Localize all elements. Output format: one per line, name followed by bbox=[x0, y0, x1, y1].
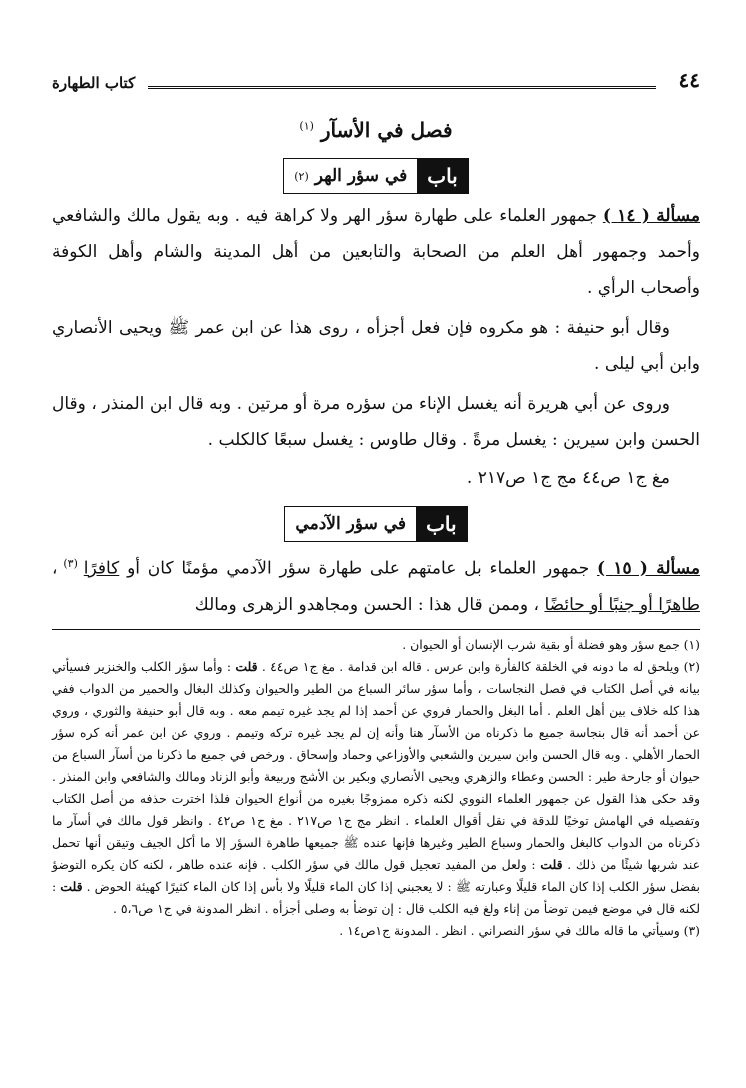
chapter-heading-2 bbox=[52, 506, 700, 542]
chapter-heading-1 bbox=[52, 158, 700, 194]
chapter-title: في سؤر الهر bbox=[314, 166, 408, 186]
page bbox=[52, 62, 700, 942]
book-title: كتاب الطهارة bbox=[52, 74, 136, 92]
qult-label: قلت bbox=[235, 658, 258, 674]
chapter-title-wrap bbox=[284, 159, 417, 193]
section-heading bbox=[52, 118, 700, 148]
masala-label: مسألة ( ١٥ ) bbox=[596, 558, 700, 579]
masala-text: جمهور العلماء بل عامتهم على طهارة سؤر الآدمي مؤمنًا كان أو bbox=[119, 558, 597, 579]
masala-15 bbox=[52, 546, 700, 623]
footnotes bbox=[52, 634, 700, 942]
qult-label: قلت bbox=[60, 878, 83, 894]
reference-line: مغ ج١ ص٤٤ مج ج١ ص٢١٧ . bbox=[466, 468, 670, 488]
footnote-ref: (٣) bbox=[57, 557, 84, 570]
qult-label: قلت bbox=[540, 856, 563, 872]
masala-text: ، bbox=[52, 558, 58, 579]
footnote-text: (٢) ويلحق له ما دونه في الخلقة كالفأرة وابن عرس . قاله ابن قدامة . مغ ج١ ص٤٤ . bbox=[257, 658, 700, 674]
masala-text: جمهور العلماء على طهارة سؤر الهر ولا كراهة فيه . وبه يقول مالك والشافعي وأحمد وجمهور أهل العلم من الصحابة والتابعين من أهل المدينة والشام وأهل الكوفة وأصحاب الرأي . bbox=[52, 206, 700, 298]
running-header bbox=[52, 62, 700, 96]
chapter-box bbox=[283, 158, 469, 194]
chapter-footnote-ref: (٢) bbox=[294, 169, 309, 183]
underlined-phrase: طاهرًا أو جنبًا أو حائضًا bbox=[544, 594, 700, 615]
chapter-title-wrap bbox=[285, 507, 416, 541]
chapter-title: في سؤر الآدمي bbox=[295, 514, 407, 534]
masala-label: مسألة ( ١٤ ) bbox=[602, 206, 700, 226]
footnote-1: (١) جمع سؤر وهو فضلة أو بقية شرب الإنسان أو الحيوان . bbox=[402, 636, 700, 652]
paragraph-abu-hurayra: وروى عن أبي هريرة أنه يغسل الإناء من سؤره مرة أو مرتين . وبه قال ابن المنذر ، وقال الحسن وابن سيرين : يغسل مرةً . وقال طاوس : يغسل سبعًا كالكلب . bbox=[52, 394, 700, 450]
section-footnote-ref: (١) bbox=[299, 119, 314, 133]
section-title: فصل في الأسآر bbox=[320, 118, 453, 142]
chapter-label: باب bbox=[416, 507, 467, 541]
footnote-3: (٣) وسيأتي ما قاله مالك في سؤر النصراني . انظر . المدونة ج١ص١٤ . bbox=[339, 922, 700, 938]
footnote-text: : لكنه قال في موضع فيمن توضأ من إناء ولغ فيه الكلب قال : إن توضأ به وصلى أجزأه . انظر المدونة في ج١ ص٥،٦ . bbox=[52, 878, 700, 916]
footnote-2 bbox=[52, 656, 700, 920]
masala-14 bbox=[52, 198, 700, 306]
paragraph-abu-hanifa: وقال أبو حنيفة : هو مكروه فإن فعل أجزأه ، روى هذا عن ابن عمر ﷺ ويحيى الأنصاري وابن أبي ليلى . bbox=[52, 318, 700, 374]
chapter-box bbox=[284, 506, 467, 542]
page-number: ٤٤ bbox=[678, 68, 700, 92]
masala-text: ، وممن قال هذا : الحسن ومجاهدو الزهرى ومالك bbox=[194, 594, 545, 615]
underlined-word: كافرًا bbox=[83, 558, 120, 579]
footnote-text: : ولعل من المفيد تعجيل قول مالك في سؤر الكلب . فإنه عنده طاهر ، لكنه كان يكره التوضؤ بفضل سؤر الكلب إذا كان الماء قليلًا وعبارته ﷺ : لا يعجبني إذا كان الماء قليلًا ولا بأس إذا كان الماء كثيرًا كهيئة الحوض . bbox=[52, 856, 700, 894]
chapter-label: باب bbox=[417, 159, 468, 193]
footnote-text: : وأما سؤر الكلب والخنزير فسيأتي بيانه في أصل الكتاب في فصل النجاسات ، وأما سؤر سائر السباع من الطير والحيوان وكذلك البغال والحمير من الدواب ففي هذا كله خلاف بين أهل العلم . أما البغل والحمار فروي عن أحمد إذا لم يجد غيره تيمم معه . وبه قال أبو حنيفة والثوري ، وروي عن أحمد أنه قال بنجاسة جميع ما ذكرناه من الأسآر هنا وأنه إن لم يجد غيره تركه وتيمم . وروي عن ابن عمر أنه كره سؤر الحمار الأهلي . وبه قال الحسن وابن سيرين والشعبي والأوزاعي وحماد وإسحاق . ورخص في جميع ما ذكرنا من أسآر السباع من حيوان أو جارحة طير : الحسن وعطاء والزهري ويحيى الأنصاري وبكير بن الأشج وربيعة وأبو الزناد ومالك والشافعي وابن المنذر . وقد حكى هذا القول عن جمهور العلماء النووي لكنه ذكره ممزوجًا بغيره من أنواع الحيوان فلذا اخترت حذفه من أصل الكتاب وتفصيله في الهامش توخيًا للدقة في نقل أقوال العلماء . انظر مج ج١ ص٢١٧ . مغ ج١ ص٤٢ . وانظر قول مالك في أسآر ما ذكرناه من الدواب كالبغل والحمار وسباع الطير وغيرها فإنها عنده ﷺ جميعها طاهرة السؤر إلا ما أكل الجيف وتيقن أنها تحمل عند شربها شيئًا من ذلك . bbox=[52, 658, 701, 872]
footnote-divider bbox=[52, 629, 700, 630]
header-rule bbox=[148, 86, 656, 89]
